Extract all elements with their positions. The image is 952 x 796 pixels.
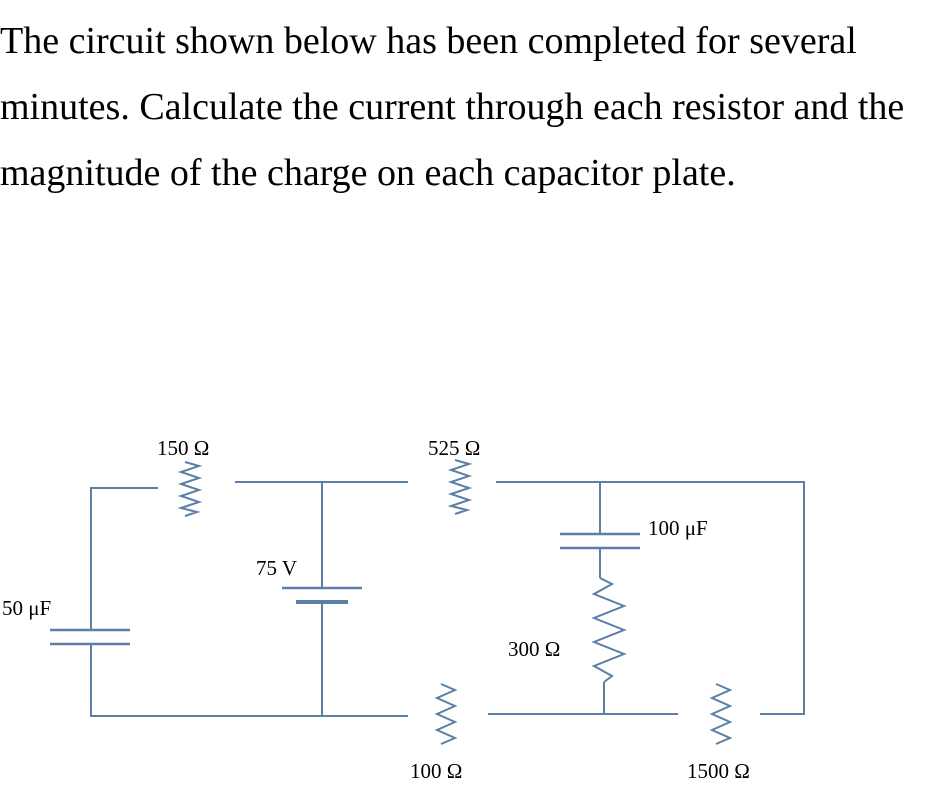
wire-bottom-left	[91, 644, 408, 716]
problem-line-3: magnitude of the charge on each capacitor plate.	[0, 152, 736, 194]
label-525-ohm: 525 Ω	[428, 436, 481, 460]
label-50-uf: 50 μF	[2, 596, 52, 620]
problem-line-1: The circuit shown below has been completed for several	[0, 20, 857, 62]
problem-line-2: minutes. Calculate the current through each resistor and the	[0, 86, 905, 128]
left-branch-wires	[91, 488, 408, 716]
capacitor-50uf	[50, 630, 130, 644]
capacitor-100uf	[560, 534, 640, 548]
resistor-1500-ohm	[712, 684, 730, 744]
label-150-ohm: 150 Ω	[157, 436, 210, 460]
resistor-100-ohm	[437, 684, 455, 744]
label-75-v: 75 V	[256, 556, 298, 580]
resistor-525-ohm	[451, 460, 469, 514]
label-100-uf: 100 μF	[648, 516, 708, 540]
resistor-300-ohm	[594, 578, 624, 682]
resistor-150-ohm	[181, 462, 199, 516]
battery-75v	[282, 588, 362, 602]
label-1500-ohm: 1500 Ω	[687, 759, 750, 783]
wire-top-left	[91, 488, 158, 630]
label-100-ohm: 100 Ω	[410, 759, 463, 783]
label-300-ohm: 300 Ω	[508, 637, 561, 661]
